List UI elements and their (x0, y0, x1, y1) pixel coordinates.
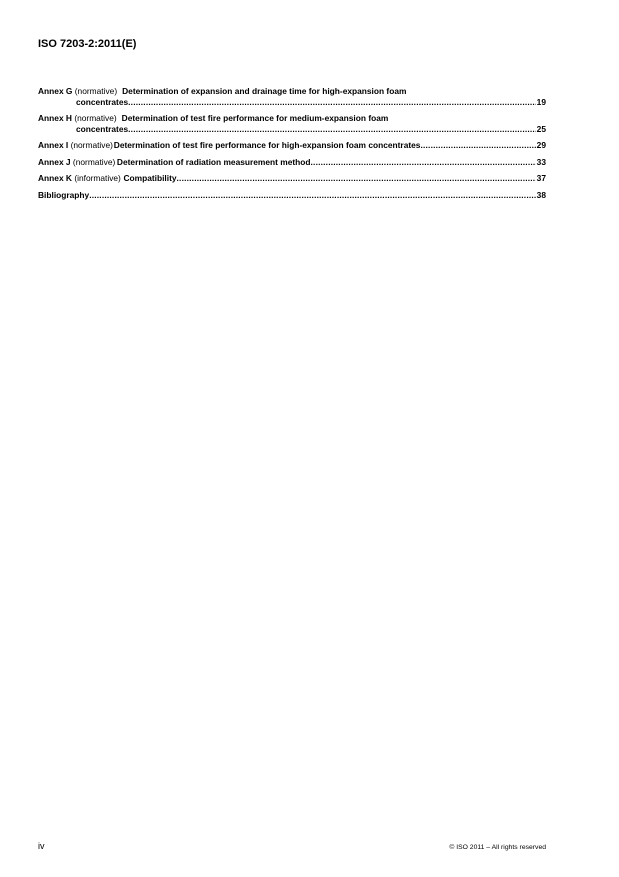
page-footer (38, 841, 546, 851)
annex-label: Annex I (38, 140, 69, 150)
toc-entry-annex-j[interactable] (38, 157, 546, 168)
annex-label: Annex H (38, 113, 72, 123)
annex-type: (normative) (70, 140, 113, 150)
dot-leader (128, 97, 536, 108)
page-number: 25 (536, 123, 546, 134)
page-number: 37 (536, 173, 546, 183)
table-of-contents (38, 86, 546, 206)
annex-title: Determination of radiation measurement method (116, 156, 311, 167)
annex-type: (normative) (72, 156, 116, 167)
annex-title: Determination of test fire performance for high-expansion foam concentrates (113, 140, 421, 150)
page-number: 33 (536, 156, 546, 167)
annex-label: Annex K (38, 173, 72, 183)
annex-title-continued: concentrates (76, 123, 129, 134)
dot-leader (128, 124, 536, 135)
footer-copyright: © ISO 2011 – All rights reserved (449, 844, 546, 851)
annex-type: (normative) (74, 113, 117, 123)
dot-leader (89, 190, 535, 201)
annex-label: Annex J (38, 156, 71, 167)
page-number: 19 (536, 96, 546, 107)
toc-entry-annex-k[interactable] (38, 173, 546, 184)
document-header-title: ISO 7203-2:2011(E) (38, 38, 137, 50)
toc-entry-annex-g[interactable] (38, 86, 546, 107)
toc-entry-annex-i[interactable] (38, 140, 546, 151)
annex-title: Determination of expansion and drainage time for high-expansion foam (122, 86, 407, 96)
annex-title: Compatibility (123, 173, 177, 183)
annex-title: Determination of test fire performance for medium-expansion foam (121, 113, 389, 123)
annex-label: Annex G (38, 86, 73, 96)
annex-title-continued: concentrates (76, 96, 129, 107)
dot-leader (420, 140, 535, 151)
page-number: 29 (536, 140, 546, 150)
footer-page-number: iv (38, 841, 45, 851)
dot-leader (311, 157, 536, 168)
bibliography-title: Bibliography (38, 189, 90, 200)
annex-type: (normative) (74, 86, 118, 96)
dot-leader (177, 173, 536, 184)
toc-entry-bibliography[interactable] (38, 190, 546, 201)
toc-entry-annex-h[interactable] (38, 113, 546, 134)
annex-type: (informative) (74, 173, 121, 183)
page-number: 38 (536, 189, 546, 200)
